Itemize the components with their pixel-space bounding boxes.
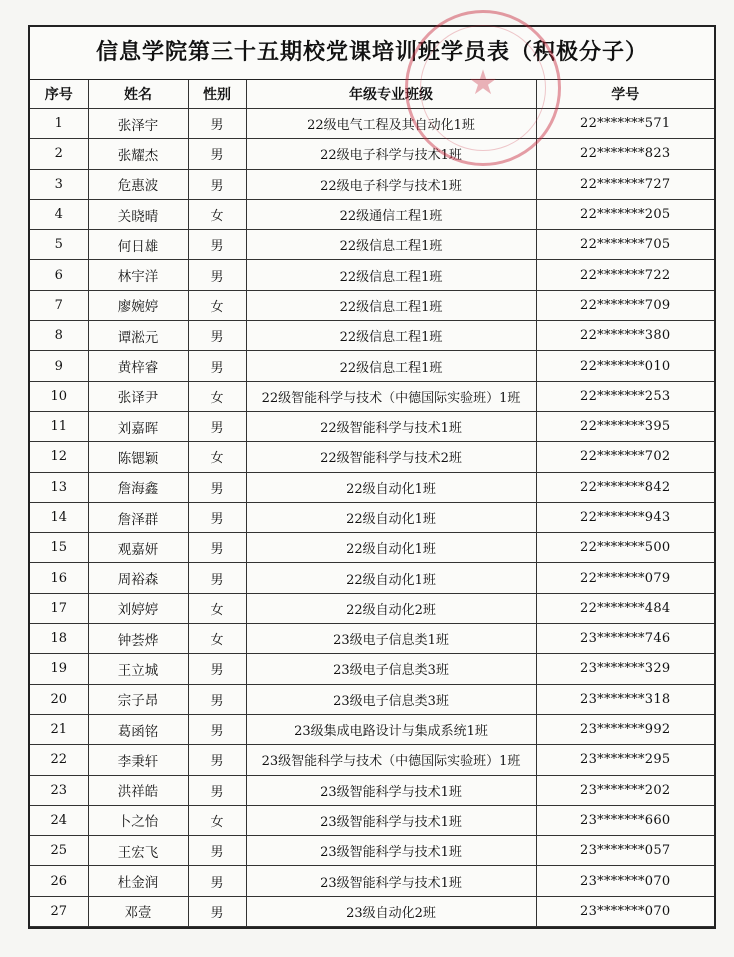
cell-index: 12	[30, 442, 88, 472]
table-row	[30, 290, 714, 320]
cell-class: 23级智能科学与技术1班	[246, 805, 536, 835]
cell-class: 22级电子科学与技术1班	[246, 169, 536, 199]
cell-student-id: 22*******722	[536, 260, 714, 290]
cell-gender: 女	[188, 290, 246, 320]
cell-student-id: 23*******329	[536, 654, 714, 684]
cell-student-id: 22*******079	[536, 563, 714, 593]
cell-gender: 男	[188, 502, 246, 532]
cell-class: 23级电子信息类1班	[246, 624, 536, 654]
table-row	[30, 654, 714, 684]
table-row	[30, 563, 714, 593]
cell-class: 23级集成电路设计与集成系统1班	[246, 714, 536, 744]
cell-class: 22级通信工程1班	[246, 199, 536, 229]
table-row	[30, 442, 714, 472]
cell-student-id: 22*******205	[536, 199, 714, 229]
cell-gender: 女	[188, 624, 246, 654]
table-row	[30, 866, 714, 896]
header-name: 姓名	[88, 80, 188, 109]
cell-name: 宗子昂	[88, 684, 188, 714]
header-student-id: 学号	[536, 80, 714, 109]
cell-gender: 男	[188, 321, 246, 351]
cell-name: 邓壹	[88, 896, 188, 926]
cell-gender: 男	[188, 411, 246, 441]
table-row	[30, 502, 714, 532]
table-row	[30, 684, 714, 714]
cell-index: 4	[30, 199, 88, 229]
table-row	[30, 321, 714, 351]
student-roster-sheet	[28, 25, 716, 929]
cell-gender: 女	[188, 805, 246, 835]
table-row	[30, 260, 714, 290]
cell-class: 22级电气工程及其自动化1班	[246, 109, 536, 139]
cell-index: 21	[30, 714, 88, 744]
cell-name: 张泽宇	[88, 109, 188, 139]
cell-class: 22级信息工程1班	[246, 260, 536, 290]
cell-index: 25	[30, 836, 88, 866]
cell-gender: 男	[188, 230, 246, 260]
cell-student-id: 22*******500	[536, 533, 714, 563]
cell-class: 23级智能科学与技术1班	[246, 866, 536, 896]
cell-index: 6	[30, 260, 88, 290]
cell-gender: 男	[188, 139, 246, 169]
table-row	[30, 109, 714, 139]
table-row	[30, 775, 714, 805]
cell-student-id: 23*******295	[536, 745, 714, 775]
cell-index: 11	[30, 411, 88, 441]
cell-class: 23级电子信息类3班	[246, 684, 536, 714]
cell-index: 19	[30, 654, 88, 684]
table-row	[30, 230, 714, 260]
cell-class: 22级信息工程1班	[246, 321, 536, 351]
cell-name: 葛函铭	[88, 714, 188, 744]
cell-class: 22级自动化2班	[246, 593, 536, 623]
cell-index: 1	[30, 109, 88, 139]
cell-class: 22级信息工程1班	[246, 351, 536, 381]
table-row	[30, 745, 714, 775]
cell-class: 22级自动化1班	[246, 533, 536, 563]
cell-student-id: 23*******318	[536, 684, 714, 714]
cell-index: 20	[30, 684, 88, 714]
table-row	[30, 472, 714, 502]
roster-table	[30, 80, 714, 927]
cell-gender: 男	[188, 563, 246, 593]
table-row	[30, 836, 714, 866]
cell-class: 22级自动化1班	[246, 563, 536, 593]
cell-name: 关晓晴	[88, 199, 188, 229]
cell-index: 23	[30, 775, 88, 805]
cell-student-id: 23*******057	[536, 836, 714, 866]
cell-index: 5	[30, 230, 88, 260]
table-row	[30, 411, 714, 441]
cell-class: 22级电子科学与技术1班	[246, 139, 536, 169]
header-gender: 性别	[188, 80, 246, 109]
cell-index: 17	[30, 593, 88, 623]
cell-index: 10	[30, 381, 88, 411]
cell-name: 周裕森	[88, 563, 188, 593]
cell-student-id: 23*******070	[536, 866, 714, 896]
table-row	[30, 351, 714, 381]
cell-name: 谭淞元	[88, 321, 188, 351]
cell-index: 16	[30, 563, 88, 593]
cell-student-id: 22*******709	[536, 290, 714, 320]
cell-student-id: 22*******842	[536, 472, 714, 502]
table-row	[30, 381, 714, 411]
cell-index: 24	[30, 805, 88, 835]
cell-index: 27	[30, 896, 88, 926]
cell-index: 22	[30, 745, 88, 775]
cell-student-id: 22*******705	[536, 230, 714, 260]
table-body	[30, 109, 714, 927]
cell-gender: 男	[188, 260, 246, 290]
cell-gender: 女	[188, 593, 246, 623]
cell-class: 22级自动化1班	[246, 502, 536, 532]
table-row	[30, 805, 714, 835]
cell-name: 危惠波	[88, 169, 188, 199]
cell-name: 廖婉婷	[88, 290, 188, 320]
cell-student-id: 23*******202	[536, 775, 714, 805]
cell-student-id: 22*******727	[536, 169, 714, 199]
cell-name: 林宇洋	[88, 260, 188, 290]
table-row	[30, 199, 714, 229]
cell-index: 14	[30, 502, 88, 532]
cell-student-id: 22*******702	[536, 442, 714, 472]
cell-class: 22级智能科学与技术2班	[246, 442, 536, 472]
cell-name: 钟荟烨	[88, 624, 188, 654]
table-row	[30, 593, 714, 623]
cell-gender: 男	[188, 866, 246, 896]
cell-student-id: 22*******380	[536, 321, 714, 351]
table-row	[30, 533, 714, 563]
cell-name: 王宏飞	[88, 836, 188, 866]
cell-name: 洪祥皓	[88, 775, 188, 805]
cell-name: 王立城	[88, 654, 188, 684]
cell-gender: 男	[188, 472, 246, 502]
cell-gender: 男	[188, 714, 246, 744]
table-row	[30, 139, 714, 169]
cell-gender: 男	[188, 745, 246, 775]
cell-student-id: 23*******070	[536, 896, 714, 926]
cell-index: 7	[30, 290, 88, 320]
cell-name: 观嘉妍	[88, 533, 188, 563]
cell-index: 3	[30, 169, 88, 199]
table-row	[30, 169, 714, 199]
cell-class: 22级自动化1班	[246, 472, 536, 502]
table-row	[30, 714, 714, 744]
cell-class: 23级智能科学与技术1班	[246, 775, 536, 805]
cell-name: 刘婷婷	[88, 593, 188, 623]
cell-name: 卜之怡	[88, 805, 188, 835]
cell-student-id: 23*******660	[536, 805, 714, 835]
cell-name: 张耀杰	[88, 139, 188, 169]
cell-name: 詹泽群	[88, 502, 188, 532]
cell-name: 李秉轩	[88, 745, 188, 775]
cell-gender: 女	[188, 381, 246, 411]
cell-class: 22级智能科学与技术（中德国际实验班）1班	[246, 381, 536, 411]
header-class: 年级专业班级	[246, 80, 536, 109]
cell-index: 2	[30, 139, 88, 169]
cell-student-id: 22*******484	[536, 593, 714, 623]
cell-class: 22级信息工程1班	[246, 230, 536, 260]
cell-index: 8	[30, 321, 88, 351]
cell-name: 陈锶颖	[88, 442, 188, 472]
cell-gender: 男	[188, 775, 246, 805]
cell-gender: 女	[188, 199, 246, 229]
cell-student-id: 22*******253	[536, 381, 714, 411]
header-index: 序号	[30, 80, 88, 109]
cell-name: 詹海鑫	[88, 472, 188, 502]
cell-student-id: 22*******823	[536, 139, 714, 169]
cell-name: 刘嘉晖	[88, 411, 188, 441]
cell-index: 15	[30, 533, 88, 563]
cell-gender: 男	[188, 896, 246, 926]
cell-class: 23级智能科学与技术1班	[246, 836, 536, 866]
cell-name: 何日雄	[88, 230, 188, 260]
cell-gender: 男	[188, 169, 246, 199]
cell-student-id: 23*******746	[536, 624, 714, 654]
cell-name: 杜金润	[88, 866, 188, 896]
cell-class: 23级智能科学与技术（中德国际实验班）1班	[246, 745, 536, 775]
cell-gender: 男	[188, 109, 246, 139]
cell-gender: 男	[188, 654, 246, 684]
cell-student-id: 22*******943	[536, 502, 714, 532]
cell-student-id: 22*******571	[536, 109, 714, 139]
cell-index: 18	[30, 624, 88, 654]
cell-name: 黄梓睿	[88, 351, 188, 381]
cell-index: 9	[30, 351, 88, 381]
cell-index: 26	[30, 866, 88, 896]
cell-student-id: 23*******992	[536, 714, 714, 744]
document-title: 信息学院第三十五期校党课培训班学员表（积极分子）	[30, 27, 714, 80]
cell-name: 张译尹	[88, 381, 188, 411]
table-header-row	[30, 80, 714, 109]
cell-index: 13	[30, 472, 88, 502]
cell-gender: 男	[188, 533, 246, 563]
cell-gender: 男	[188, 351, 246, 381]
cell-class: 22级信息工程1班	[246, 290, 536, 320]
cell-class: 23级电子信息类3班	[246, 654, 536, 684]
cell-gender: 女	[188, 442, 246, 472]
cell-gender: 男	[188, 684, 246, 714]
cell-gender: 男	[188, 836, 246, 866]
cell-student-id: 22*******395	[536, 411, 714, 441]
cell-class: 22级智能科学与技术1班	[246, 411, 536, 441]
seal-star-icon: ★	[467, 63, 499, 103]
cell-class: 23级自动化2班	[246, 896, 536, 926]
table-row	[30, 624, 714, 654]
cell-student-id: 22*******010	[536, 351, 714, 381]
table-row	[30, 896, 714, 926]
